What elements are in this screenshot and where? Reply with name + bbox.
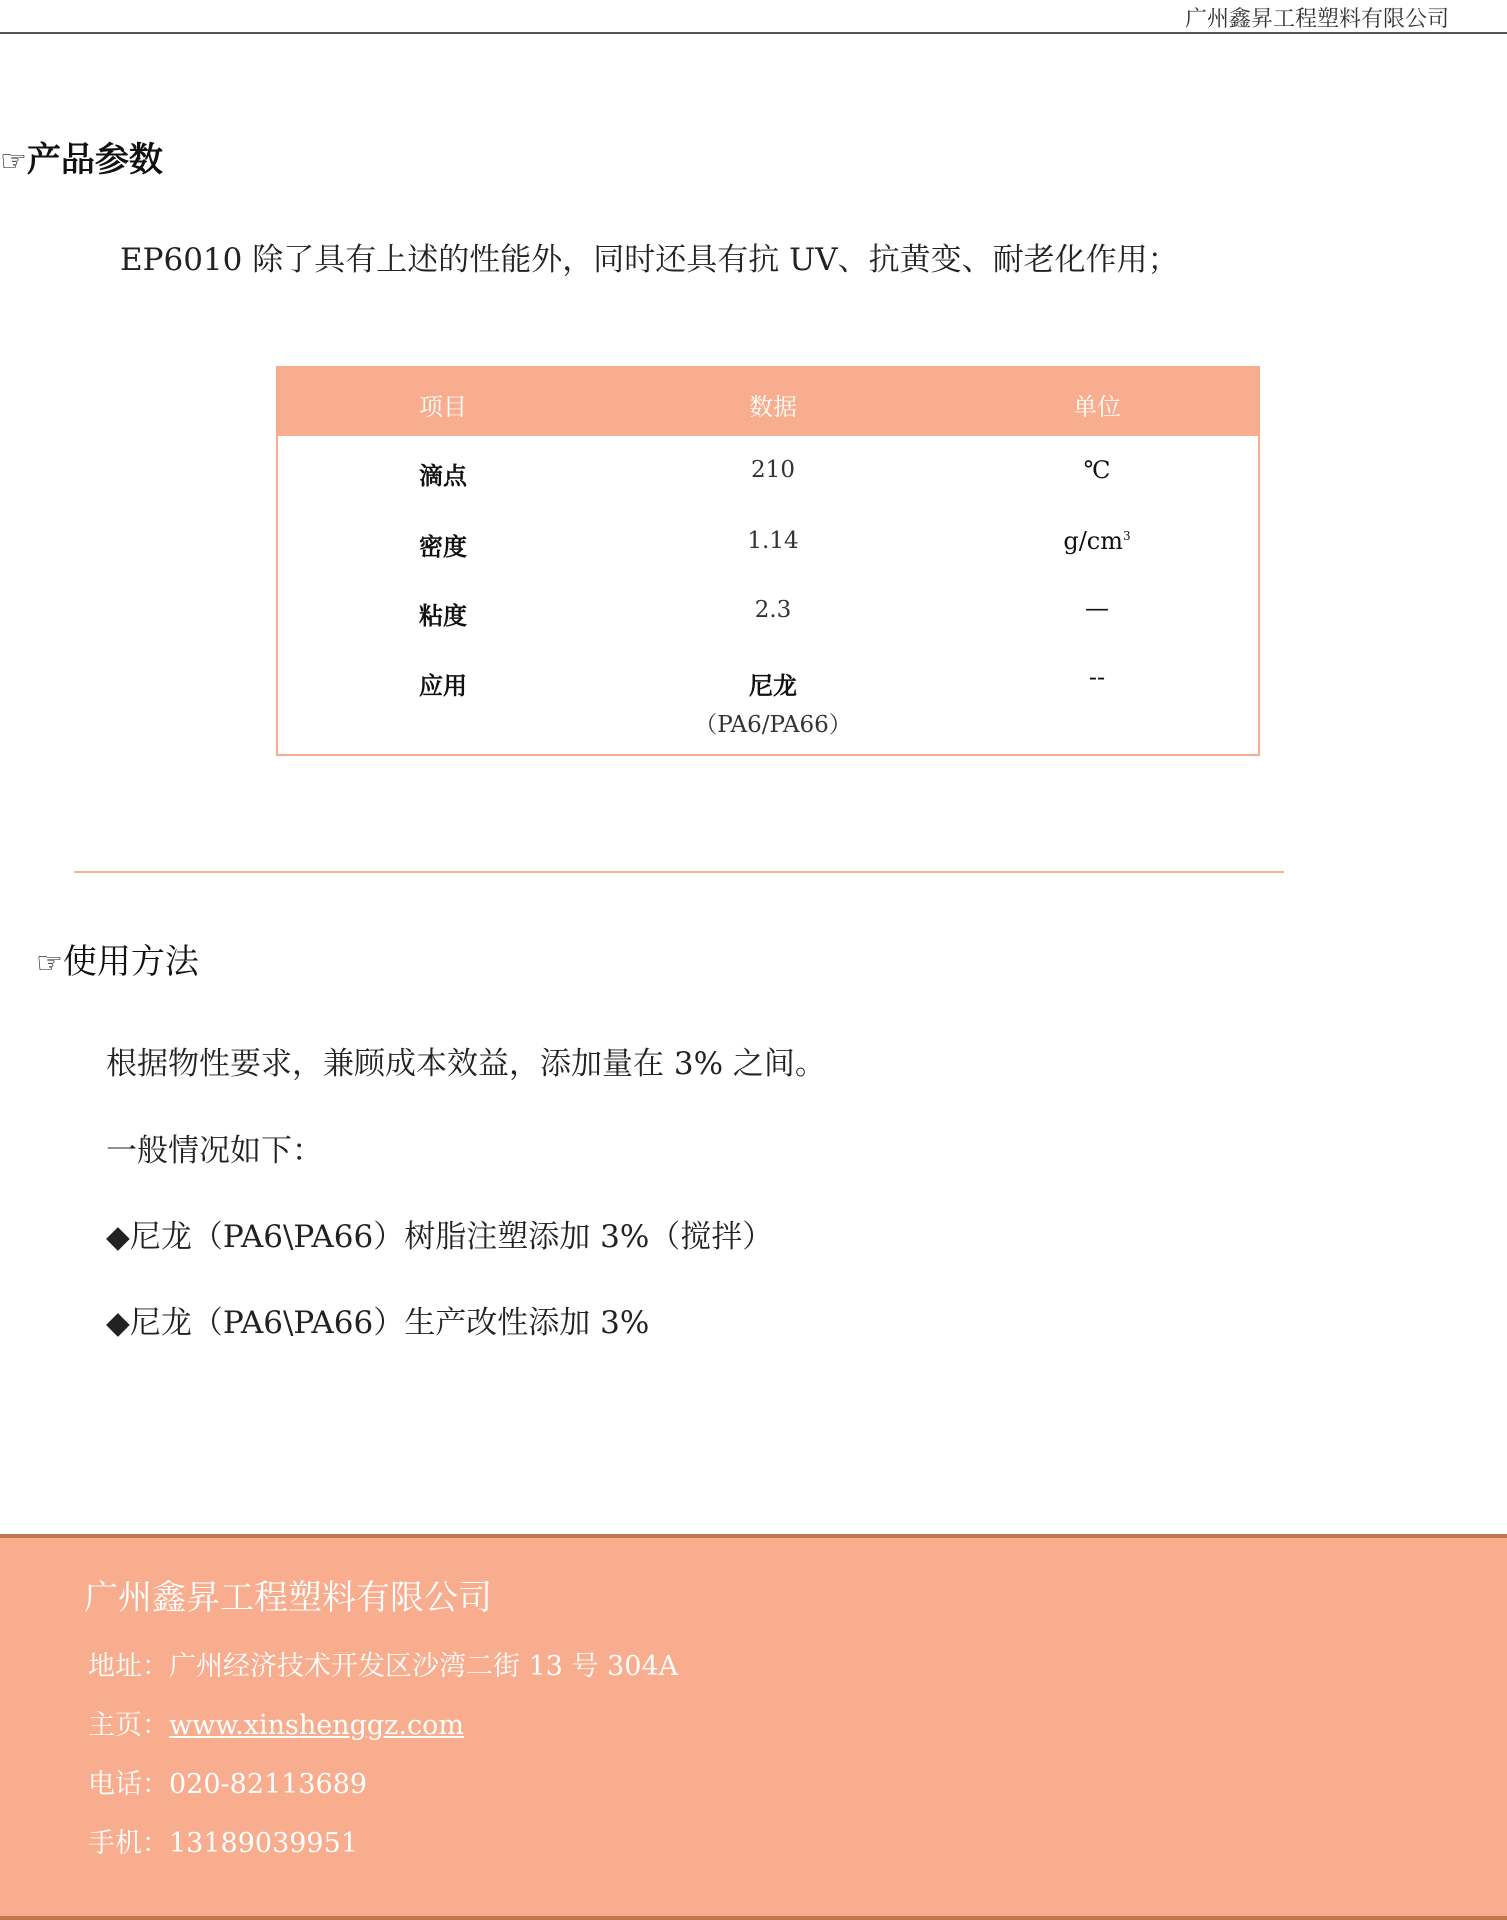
section-divider [74,871,1284,873]
row-label: 密度 [419,532,467,561]
row-label: 应用 [419,671,467,700]
row-unit [932,527,1262,555]
row-unit: — [1085,594,1109,622]
table-header-row [278,368,1258,436]
footer-phone-label: 电话： [88,1769,169,1800]
usage-bullet: ◆尼龙（PA6\PA66）树脂注塑添加 3%（搅拌） [106,1219,774,1255]
params-section-heading [0,132,163,181]
row-unit: ℃ [1083,456,1111,484]
header-company-name: 广州鑫昇工程塑料有限公司 [1184,7,1449,32]
footer-company-name: 广州鑫昇工程塑料有限公司 [84,1578,492,1618]
row-data-line2: （PA6/PA66） [694,712,852,738]
footer-address-label: 地址： [88,1651,169,1682]
row-unit-superscript: 3 [1123,529,1131,543]
footer-mobile [88,1821,358,1860]
usage-line: 一般情况如下： [106,1133,323,1169]
parameter-table [276,366,1260,756]
row-data: 210 [751,457,795,483]
footer-phone [88,1762,367,1801]
footer-address [88,1644,678,1683]
footer-homepage [88,1703,464,1742]
row-data: 2.3 [754,597,792,623]
footer-phone-value: 020-82113689 [169,1769,368,1800]
footer-mobile-value: 13189039951 [169,1828,358,1859]
usage-section-title: 使用方法 [62,942,199,982]
row-data: 尼龙 [749,671,797,700]
usage-line: 根据物性要求，兼顾成本效益，添加量在 3% 之间。 [106,1046,826,1082]
row-label: 粘度 [419,601,467,630]
row-label: 滴点 [419,461,467,490]
params-section-title: 产品参数 [26,140,163,180]
table-header-data: 数据 [749,393,797,421]
row-unit: -- [1088,663,1106,691]
params-intro: EP6010 除了具有上述的性能外，同时还具有抗 UV、抗黄变、耐老化作用； [120,242,1179,278]
footer [0,1534,1507,1920]
row-data: 1.14 [747,528,799,554]
usage-section-heading [36,934,199,983]
table-header-item: 项目 [419,393,467,421]
footer-address-value: 广州经济技术开发区沙湾二街 13 号 304A [169,1651,679,1682]
row-unit-text: g/cm [1063,527,1123,555]
pointing-hand-icon: ☞ [36,946,63,981]
footer-homepage-link[interactable]: www.xinshenggz.com [169,1710,464,1741]
pointing-hand-icon: ☞ [0,144,27,179]
header-divider [0,32,1507,34]
footer-bottom-border [0,1916,1507,1920]
table-header-unit: 单位 [1073,393,1121,421]
footer-mobile-label: 手机： [88,1828,169,1859]
footer-homepage-label: 主页： [88,1710,169,1741]
usage-bullet: ◆尼龙（PA6\PA66）生产改性添加 3% [106,1305,650,1341]
